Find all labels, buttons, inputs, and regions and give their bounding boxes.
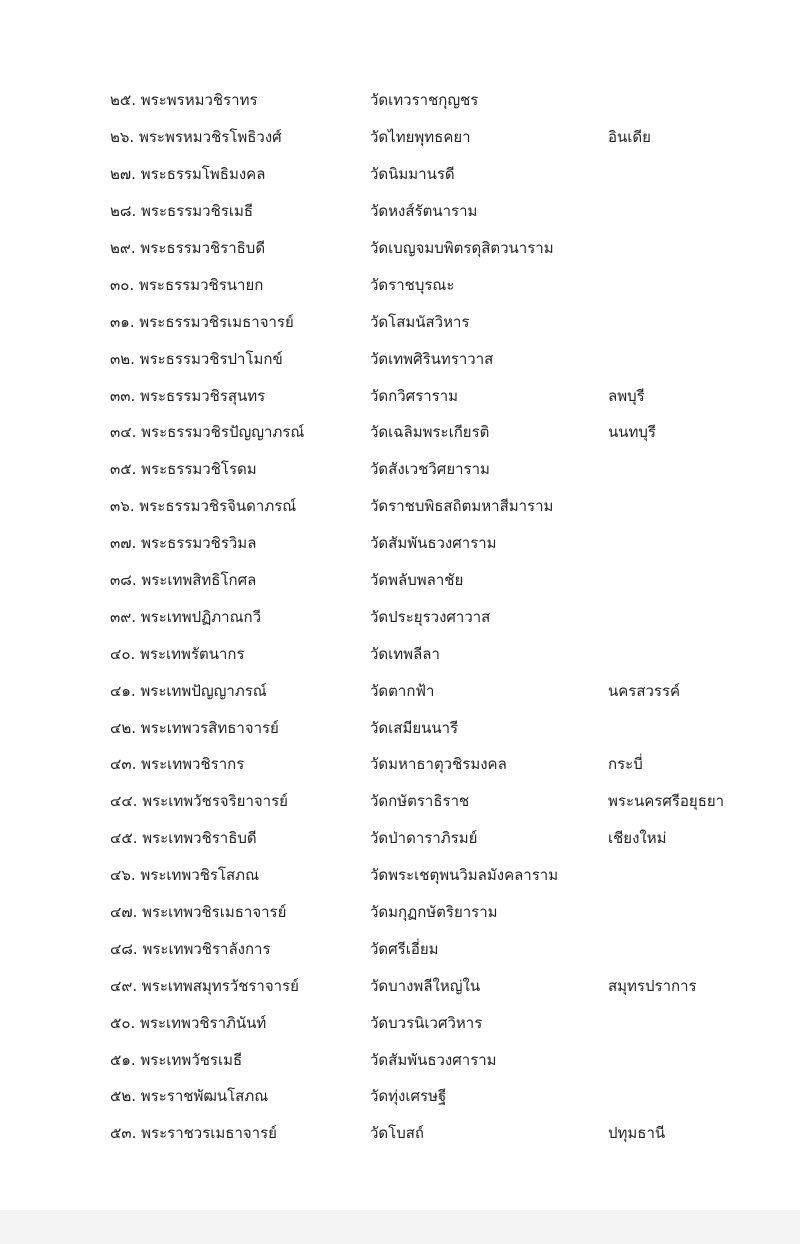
temple-name: วัดเทพศิรินทราวาส (370, 349, 494, 368)
temple-name: วัดพระเชตุพนวิมลมังคลาราม (370, 866, 559, 885)
list-item (110, 820, 790, 857)
temple-name: วัดนิมมานรดี (370, 165, 455, 184)
temple-name: วัดไทยพุทธคยา (370, 128, 471, 147)
list-item (110, 672, 790, 709)
list-item (110, 451, 790, 488)
list-item (110, 377, 790, 414)
list-item (110, 1078, 790, 1115)
monk-title: ๓๒. พระธรรมวชิรปาโมกข์ (110, 349, 283, 368)
monk-title: ๕๓. พระราชวรเมธาจารย์ (110, 1124, 277, 1143)
temple-name: วัดราชบพิธสถิตมหาสีมาราม (370, 497, 554, 516)
list-item (110, 967, 790, 1004)
location: สมุทรปราการ (608, 976, 697, 995)
monk-title: ๓๐. พระธรรมวชิรนายก (110, 275, 264, 294)
list-item (110, 119, 790, 156)
monk-title: ๒๘. พระธรรมวชิรเมธี (110, 202, 253, 221)
temple-name: วัดเบญจมบพิตรดุสิตวนาราม (370, 239, 554, 257)
temple-name: วัดศรีเอี่ยม (370, 939, 439, 958)
list-item (110, 1041, 790, 1078)
monk-title: ๔๒. พระเทพวรสิทธาจารย์ (110, 718, 279, 737)
location: อินเดีย (608, 128, 651, 147)
temple-name: วัดกวิศราราม (370, 386, 459, 405)
list-item (110, 82, 790, 119)
list-item (110, 266, 790, 303)
list-item (110, 746, 790, 783)
temple-name: วัดตากฟ้า (370, 681, 435, 700)
monk-temple-list (110, 82, 790, 1152)
monk-title: ๔๐. พระเทพรัตนากร (110, 644, 245, 663)
list-item (110, 562, 790, 599)
location: ปทุมธานี (608, 1124, 666, 1143)
monk-title: ๔๑. พระเทพปัญญาภรณ์ (110, 681, 267, 700)
temple-name: วัดบวรนิเวศวิหาร (370, 1013, 483, 1032)
temple-name: วัดสัมพันธวงศาราม (370, 1050, 497, 1069)
temple-name: วัดมกุฏกษัตริยาราม (370, 903, 498, 922)
temple-name: วัดประยุรวงศาวาส (370, 607, 491, 626)
temple-name: วัดมหาธาตุวชิรมงคล (370, 755, 507, 774)
monk-title: ๓๗. พระธรรมวชิรวิมล (110, 534, 257, 553)
monk-title: ๓๑. พระธรรมวชิรเมธาจารย์ (110, 312, 294, 331)
monk-title: ๔๙. พระเทพสมุทรวัชราจารย์ (110, 976, 299, 995)
location: กระบี่ (608, 755, 643, 774)
monk-title: ๔๗. พระเทพวชิรเมธาจารย์ (110, 903, 287, 922)
monk-title: ๕๒. พระราชพัฒนโสภณ (110, 1087, 269, 1106)
temple-name: วัดหงส์รัตนาราม (370, 202, 478, 221)
location: นครสวรรค์ (608, 681, 681, 700)
monk-title: ๒๕. พระพรหมวชิราทร (110, 91, 258, 110)
temple-name: วัดป่าดาราภิรมย์ (370, 829, 478, 848)
list-item (110, 894, 790, 931)
list-item (110, 340, 790, 377)
list-item (110, 193, 790, 230)
monk-title: ๕๑. พระเทพวัชรเมธี (110, 1050, 243, 1069)
monk-title: ๕๐. พระเทพวชิราภินันท์ (110, 1013, 267, 1032)
monk-title: ๔๖. พระเทพวชิรโสภณ (110, 866, 259, 885)
monk-title: ๓๕. พระธรรมวชิโรดม (110, 460, 257, 479)
temple-name: วัดเฉลิมพระเกียรติ (370, 423, 490, 442)
monk-title: ๓๓. พระธรรมวชิรสุนทร (110, 386, 266, 405)
list-item (110, 857, 790, 894)
temple-name: วัดทุ่งเศรษฐี (370, 1087, 447, 1106)
temple-name: วัดบางพลีใหญ่ใน (370, 976, 481, 995)
location: เชียงใหม่ (608, 829, 667, 848)
monk-title: ๓๔. พระธรรมวชิรปัญญาภรณ์ (110, 423, 305, 442)
location: ลพบุรี (608, 386, 645, 405)
list-item (110, 930, 790, 967)
temple-name: วัดสัมพันธวงศาราม (370, 534, 497, 553)
temple-name: วัดโสมนัสวิหาร (370, 312, 470, 331)
temple-name: วัดราชบุรณะ (370, 275, 455, 294)
temple-name: วัดกษัตราธิราช (370, 792, 470, 811)
temple-name: วัดสังเวชวิศยาราม (370, 460, 490, 479)
list-item (110, 414, 790, 451)
monk-title: ๒๖. พระพรหมวชิรโพธิวงศ์ (110, 128, 282, 147)
temple-name: วัดพลับพลาชัย (370, 571, 464, 590)
location: พระนครศรีอยุธยา (608, 792, 725, 811)
list-item (110, 1004, 790, 1041)
monk-title: ๔๓. พระเทพวชิรากร (110, 755, 245, 774)
monk-title: ๓๘. พระเทพสิทธิโกศล (110, 571, 257, 590)
viewer-bottom-band (0, 1210, 800, 1244)
monk-title: ๓๙. พระเทพปฏิภาณกวี (110, 607, 262, 626)
list-item (110, 598, 790, 635)
list-item (110, 1115, 790, 1152)
list-item (110, 488, 790, 525)
monk-title: ๔๔. พระเทพวัชรจริยาจารย์ (110, 792, 288, 811)
monk-title: ๔๕. พระเทพวชิราธิบดี (110, 829, 257, 848)
monk-title: ๓๖. พระธรรมวชิรจินดาภรณ์ (110, 497, 297, 516)
list-item (110, 303, 790, 340)
temple-name: วัดโบสถ์ (370, 1124, 424, 1143)
temple-name: วัดเสมียนนารี (370, 718, 459, 737)
monk-title: ๔๘. พระเทพวชิราลังการ (110, 939, 271, 958)
temple-name: วัดเทวราชกุญชร (370, 91, 479, 110)
temple-name: วัดเทพลีลา (370, 644, 440, 663)
monk-title: ๒๗. พระธรรมโพธิมงคล (110, 165, 266, 184)
list-item (110, 783, 790, 820)
list-item (110, 156, 790, 193)
list-item (110, 635, 790, 672)
list-item (110, 709, 790, 746)
location: นนทบุรี (608, 423, 656, 442)
monk-title: ๒๙. พระธรรมวชิราธิบดี (110, 239, 266, 257)
list-item (110, 525, 790, 562)
list-item (110, 230, 790, 267)
